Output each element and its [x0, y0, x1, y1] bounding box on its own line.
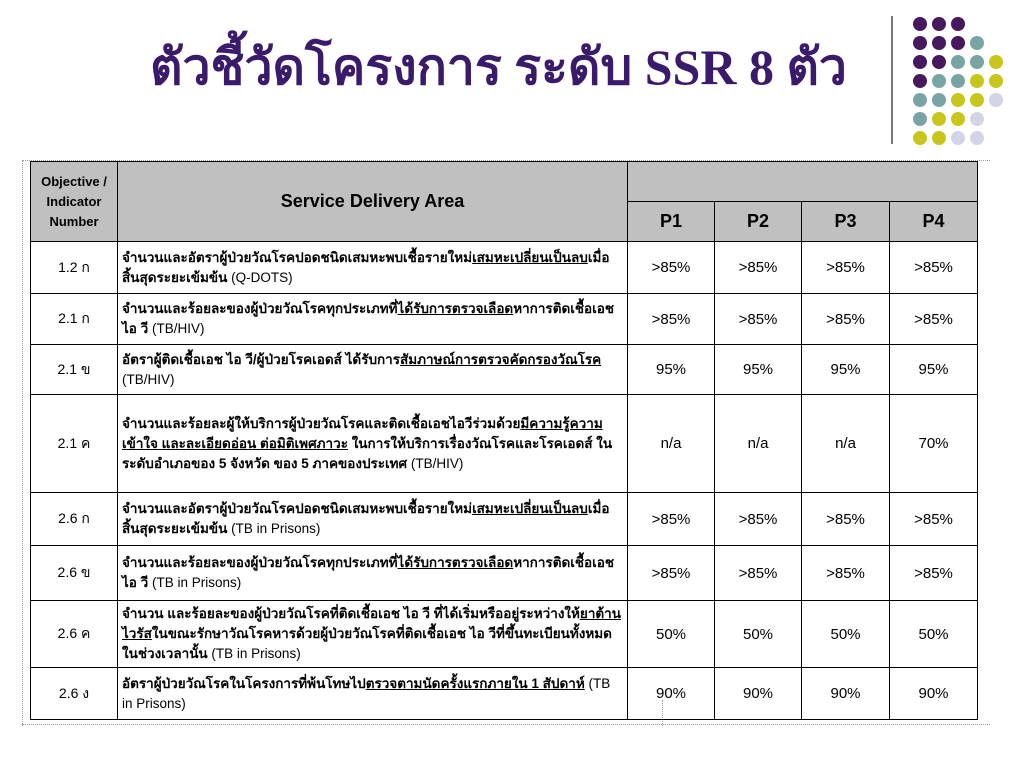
- value-p1: >85%: [628, 242, 715, 294]
- value-p2: >85%: [715, 294, 802, 345]
- description-underlined: สัมภาษณ์การตรวจคัดกรองวัณโรค: [400, 351, 602, 367]
- table-row: [31, 395, 978, 493]
- value-p2: n/a: [715, 395, 802, 493]
- value-p3: 90%: [802, 668, 890, 720]
- description-underlined: ตรวจตามนัดครั้งแรกภายใน 1 สัปดาห์: [365, 675, 585, 691]
- description-tag: (Q-DOTS): [227, 269, 293, 285]
- description-text: อัตราผู้ป่วยวัณโรคในโครงการที่พ้นโทษไป: [122, 675, 366, 691]
- decorative-dot-grid: [0, 0, 1024, 160]
- decorative-dot: [951, 131, 965, 145]
- header-periods-group: [628, 162, 978, 202]
- description-text: ในการให้บริการเรื่องวัณโรคและโรคเอดส์ ในระดับอำเภอของ 5 จังหวัด ของ 5 ภาคของประเทศ: [122, 435, 613, 471]
- value-p4: 50%: [890, 601, 978, 668]
- decorative-dot: [932, 55, 946, 69]
- indicator-code: 1.2 ก: [31, 242, 118, 294]
- value-p1: >85%: [628, 294, 715, 345]
- decorative-dot: [932, 17, 946, 31]
- table-row: [31, 294, 978, 345]
- value-p1: 95%: [628, 345, 715, 395]
- indicator-code: 2.6 ง: [31, 668, 118, 720]
- value-p2: >85%: [715, 546, 802, 601]
- indicator-code: 2.6 ก: [31, 493, 118, 546]
- indicator-description: [118, 242, 628, 294]
- indicator-description: [118, 345, 628, 395]
- description-tag: (TB in Prisons): [148, 575, 242, 590]
- decorative-dot: [989, 55, 1003, 69]
- value-p1: >85%: [628, 493, 715, 546]
- value-p2: >85%: [715, 493, 802, 546]
- description-tag: (TB/HIV): [148, 321, 205, 336]
- decorative-dot: [970, 55, 984, 69]
- header-service-delivery-area: Service Delivery Area: [118, 162, 628, 242]
- decorative-dot: [951, 36, 965, 50]
- indicator-description: [118, 395, 628, 493]
- value-p1: n/a: [628, 395, 715, 493]
- header-objective: Objective / Indicator Number: [31, 162, 118, 242]
- indicator-code: 2.6 ค: [31, 601, 118, 668]
- table-row: [31, 493, 978, 546]
- decorative-dot: [970, 112, 984, 126]
- indicator-code: 2.1 ข: [31, 345, 118, 395]
- description-underlined: ได้รับการตรวจเลือด: [397, 301, 514, 316]
- value-p1: >85%: [628, 546, 715, 601]
- description-text: จำนวนและอัตราผู้ป่วยวัณโรคปอดชนิดเสมหะพบเชื้อรายใหม่: [122, 501, 473, 516]
- value-p2: 95%: [715, 345, 802, 395]
- value-p4: >85%: [890, 493, 978, 546]
- header-p1: P1: [628, 202, 715, 242]
- description-text: เมื่อสิ้นสุดระยะเข้มข้น: [122, 501, 610, 536]
- decorative-dot: [913, 74, 927, 88]
- value-p3: 95%: [802, 345, 890, 395]
- value-p3: n/a: [802, 395, 890, 493]
- description-tag: (TB in Prisons): [207, 646, 301, 661]
- table-row: [31, 601, 978, 668]
- decorative-dot: [951, 112, 965, 126]
- value-p4: >85%: [890, 294, 978, 345]
- decorative-dot: [913, 17, 927, 31]
- description-underlined: เสมหะเปลี่ยนเป็นลบ: [472, 501, 588, 516]
- value-p4: 95%: [890, 345, 978, 395]
- value-p2: 50%: [715, 601, 802, 668]
- indicator-code: 2.1 ค: [31, 395, 118, 493]
- description-text: จำนวนและร้อยละของผู้ป่วยวัณโรคทุกประเภทที่: [122, 301, 398, 316]
- description-underlined: มีความรู้ความเข้าใจ และละเอียดอ่อน ต่อมิติเพศภาวะ: [122, 415, 603, 451]
- value-p3: >85%: [802, 294, 890, 345]
- decorative-dot: [932, 112, 946, 126]
- value-p2: >85%: [715, 242, 802, 294]
- table-row: [31, 345, 978, 395]
- description-text: จำนวนและร้อยละของผู้ป่วยวัณโรคทุกประเภทที่: [122, 555, 398, 570]
- description-text: ในขณะรักษาวัณโรคหารด้วยผู้ป่วยวัณโรคที่ติดเชื้อเอช ไอ วีที่ขึ้นทะเบียนทั้งหมด ในช่วงเวลานั้น: [122, 626, 612, 661]
- decorative-dot: [932, 93, 946, 107]
- value-p1: 90%: [628, 668, 715, 720]
- dotted-guide-bottom: [22, 724, 990, 725]
- value-p2: 90%: [715, 668, 802, 720]
- description-text: หาการติดเชื้อเอช ไอ วี: [122, 301, 614, 336]
- decorative-dot: [932, 131, 946, 145]
- indicator-description: [118, 601, 628, 668]
- decorative-dot: [913, 131, 927, 145]
- decorative-dot: [970, 36, 984, 50]
- header-row-top: [31, 162, 978, 202]
- header-p2: P2: [715, 202, 802, 242]
- slide-title: ตัวชี้วัดโครงการ ระดับ SSR 8 ตัว: [150, 39, 847, 95]
- decorative-dot: [951, 74, 965, 88]
- table-row: [31, 546, 978, 601]
- indicator-table: [30, 161, 978, 720]
- description-tag: (TB/HIV): [407, 455, 464, 471]
- description-text: จำนวน และร้อยละของผู้ป่วยวัณโรคที่ติดเชื้อเอช ไอ วี ที่ได้เริ่มหรืออยู่ระหว่างให้: [122, 606, 580, 621]
- value-p1: 50%: [628, 601, 715, 668]
- decorative-dot: [951, 55, 965, 69]
- description-text: อัตราผู้ติดเชื้อเอช ไอ วี/ผู้ป่วยโรคเอดส์ ได้รับการ: [122, 351, 401, 367]
- decorative-dot: [951, 17, 965, 31]
- value-p3: >85%: [802, 493, 890, 546]
- description-underlined: ยาต้านไวรัส: [122, 606, 621, 641]
- description-tag: (TB in Prisons): [227, 521, 321, 536]
- header-p4: P4: [890, 202, 978, 242]
- decorative-dot: [989, 93, 1003, 107]
- value-p4: 70%: [890, 395, 978, 493]
- value-p3: >85%: [802, 242, 890, 294]
- indicator-description: [118, 546, 628, 601]
- decorative-dot: [970, 93, 984, 107]
- decorative-dot: [970, 74, 984, 88]
- description-tag: (TB in Prisons): [122, 675, 611, 711]
- decorative-dot: [913, 55, 927, 69]
- indicator-description: [118, 668, 628, 720]
- description-text: จำนวนและร้อยละผู้ให้บริการผู้ป่วยวัณโรคและติดเชื้อเอชไอวีร่วมด้วย: [122, 415, 521, 431]
- description-tag: (TB/HIV): [122, 371, 175, 387]
- decorative-dot: [913, 36, 927, 50]
- description-underlined: เสมหะเปลี่ยนเป็นลบ: [472, 249, 588, 265]
- table-row: [31, 242, 978, 294]
- table-row: [31, 668, 978, 720]
- indicator-description: [118, 493, 628, 546]
- value-p4: >85%: [890, 242, 978, 294]
- indicator-code: 2.1 ก: [31, 294, 118, 345]
- value-p4: >85%: [890, 546, 978, 601]
- description-text: หาการติดเชื้อเอช ไอ วี: [122, 555, 614, 590]
- value-p3: >85%: [802, 546, 890, 601]
- decorative-dot: [932, 36, 946, 50]
- indicator-description: [118, 294, 628, 345]
- decorative-dot: [989, 74, 1003, 88]
- decorative-dot: [932, 74, 946, 88]
- description-text: จำนวนและอัตราผู้ป่วยวัณโรคปอดชนิดเสมหะพบเชื้อรายใหม่: [122, 249, 473, 265]
- decorative-dot: [951, 93, 965, 107]
- dotted-guide-left: [22, 160, 23, 726]
- description-underlined: ได้รับการตรวจเลือด: [397, 555, 514, 570]
- header-p3: P3: [802, 202, 890, 242]
- decorative-dot: [913, 112, 927, 126]
- value-p3: 50%: [802, 601, 890, 668]
- decorative-dot: [970, 131, 984, 145]
- value-p4: 90%: [890, 668, 978, 720]
- indicator-code: 2.6 ข: [31, 546, 118, 601]
- decorative-dot: [913, 93, 927, 107]
- description-text: เมื่อสิ้นสุดระยะเข้มข้น: [122, 249, 610, 285]
